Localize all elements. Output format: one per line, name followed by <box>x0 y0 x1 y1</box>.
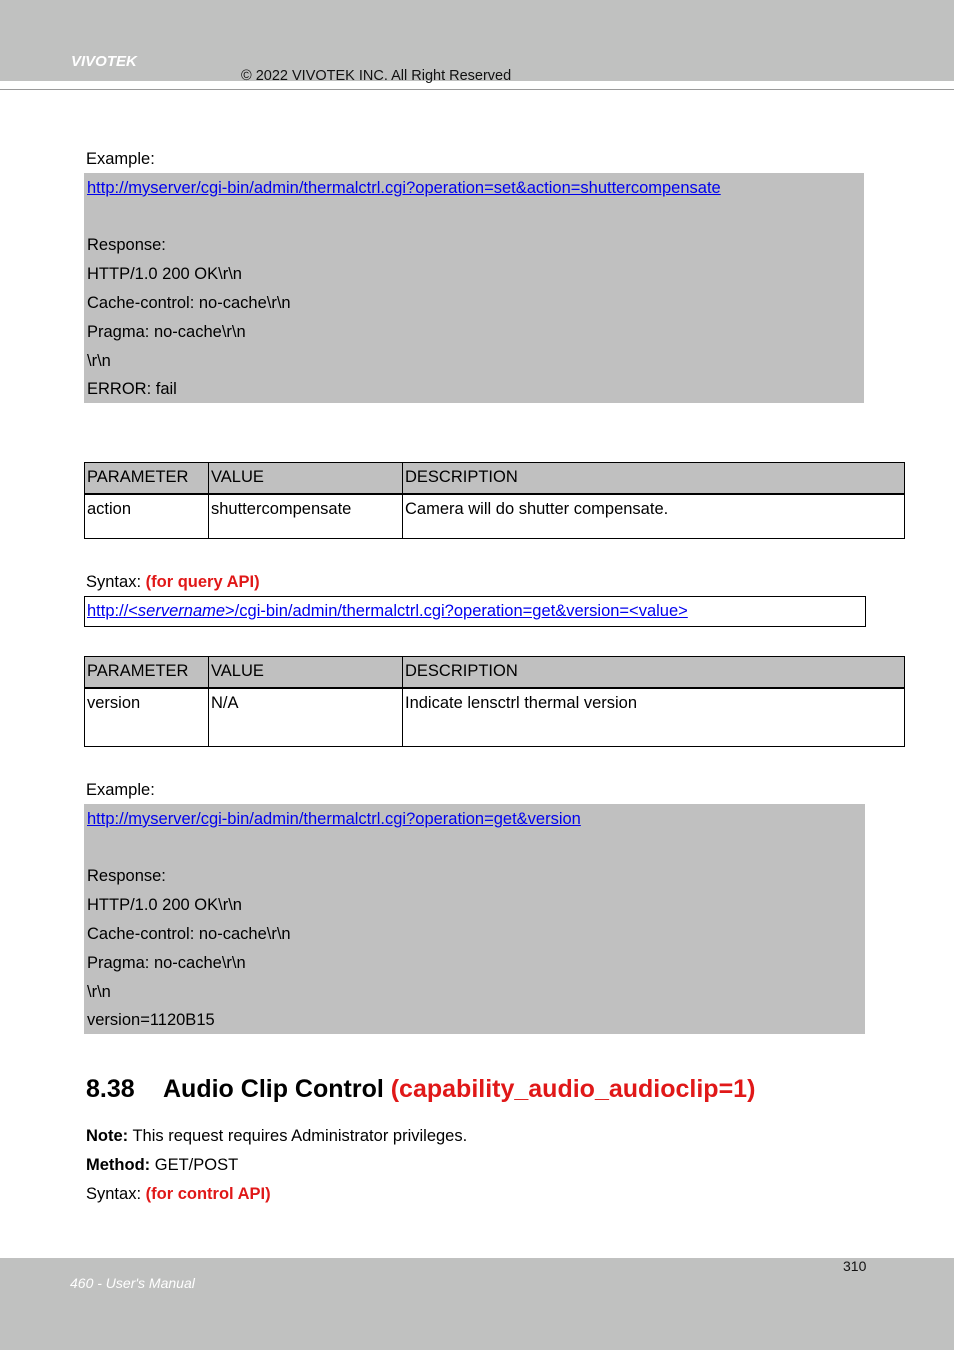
brand-logo: VIVOTEK <box>71 53 137 70</box>
section-heading <box>86 1075 755 1104</box>
example-label: Example: <box>86 781 155 799</box>
table-header-cell: DESCRIPTION <box>403 657 905 689</box>
header-divider <box>0 89 954 90</box>
response-line: HTTP/1.0 200 OK\r\n <box>87 265 242 283</box>
note-label: Note: <box>86 1127 129 1145</box>
table-header-row <box>85 657 905 689</box>
syntax-label: Syntax: <box>86 1185 146 1203</box>
note-text: This request requires Administrator privileges. <box>128 1127 468 1145</box>
table-cell: Camera will do shutter compensate. <box>403 494 905 538</box>
syntax-tag: (for query API) <box>145 573 260 591</box>
example-url-link[interactable]: http://myserver/cgi-bin/admin/thermalctrl.cgi?operation=set&action=shuttercompensate <box>87 179 721 197</box>
manual-title: 460 - User's Manual <box>70 1275 195 1291</box>
copyright-text: © 2022 VIVOTEK INC. All Right Reserved <box>241 68 512 84</box>
note-line <box>86 1126 467 1146</box>
example-url-link[interactable]: http://myserver/cgi-bin/admin/thermalctrl.cgi?operation=get&version <box>87 810 581 828</box>
response-line: Response: <box>87 236 166 254</box>
table-row <box>85 688 905 746</box>
table-cell: version <box>85 688 209 746</box>
table-header-cell: VALUE <box>209 657 403 689</box>
syntax-url-box <box>84 596 866 627</box>
response-line: HTTP/1.0 200 OK\r\n <box>87 896 242 914</box>
response-line: \r\n <box>87 983 111 1001</box>
table-header-row <box>85 463 905 495</box>
table-header-cell: DESCRIPTION <box>403 463 905 495</box>
response-line: version=1120B15 <box>87 1011 215 1029</box>
response-line: Pragma: no-cache\r\n <box>87 954 246 972</box>
response-line: Cache-control: no-cache\r\n <box>87 925 291 943</box>
response-line: Cache-control: no-cache\r\n <box>87 294 291 312</box>
example-label: Example: <box>86 150 155 168</box>
page-number: 310 <box>843 1258 867 1274</box>
table-cell: action <box>85 494 209 538</box>
table-header-cell: PARAMETER <box>85 463 209 495</box>
section-capability: (capability_audio_audioclip=1) <box>390 1075 756 1103</box>
section-number: 8.38 <box>86 1075 135 1103</box>
method-text: GET/POST <box>150 1156 239 1174</box>
table-cell: shuttercompensate <box>209 494 403 538</box>
syntax-line <box>86 1184 271 1204</box>
section-title: Audio Clip Control <box>163 1075 391 1103</box>
response-line: Response: <box>87 867 166 885</box>
example-response-box <box>84 804 865 1034</box>
footer-band <box>0 1258 954 1350</box>
table-cell: N/A <box>209 688 403 746</box>
table-row <box>85 494 905 538</box>
syntax-tag: (for control API) <box>145 1185 271 1203</box>
table-cell: Indicate lensctrl thermal version <box>403 688 905 746</box>
response-line: \r\n <box>87 352 111 370</box>
method-label: Method: <box>86 1156 151 1174</box>
syntax-url-link[interactable]: http://<servername>/cgi-bin/admin/thermalctrl.cgi?operation=get&version=<value> <box>87 602 688 620</box>
syntax-label: Syntax: <box>86 573 146 591</box>
response-line: ERROR: fail <box>87 380 177 398</box>
response-line: Pragma: no-cache\r\n <box>87 323 246 341</box>
table-header-cell: PARAMETER <box>85 657 209 689</box>
parameter-table <box>84 462 905 539</box>
example-response-box <box>84 173 864 403</box>
parameter-table <box>84 656 905 747</box>
method-line <box>86 1155 238 1175</box>
table-header-cell: VALUE <box>209 463 403 495</box>
syntax-line <box>86 572 260 592</box>
